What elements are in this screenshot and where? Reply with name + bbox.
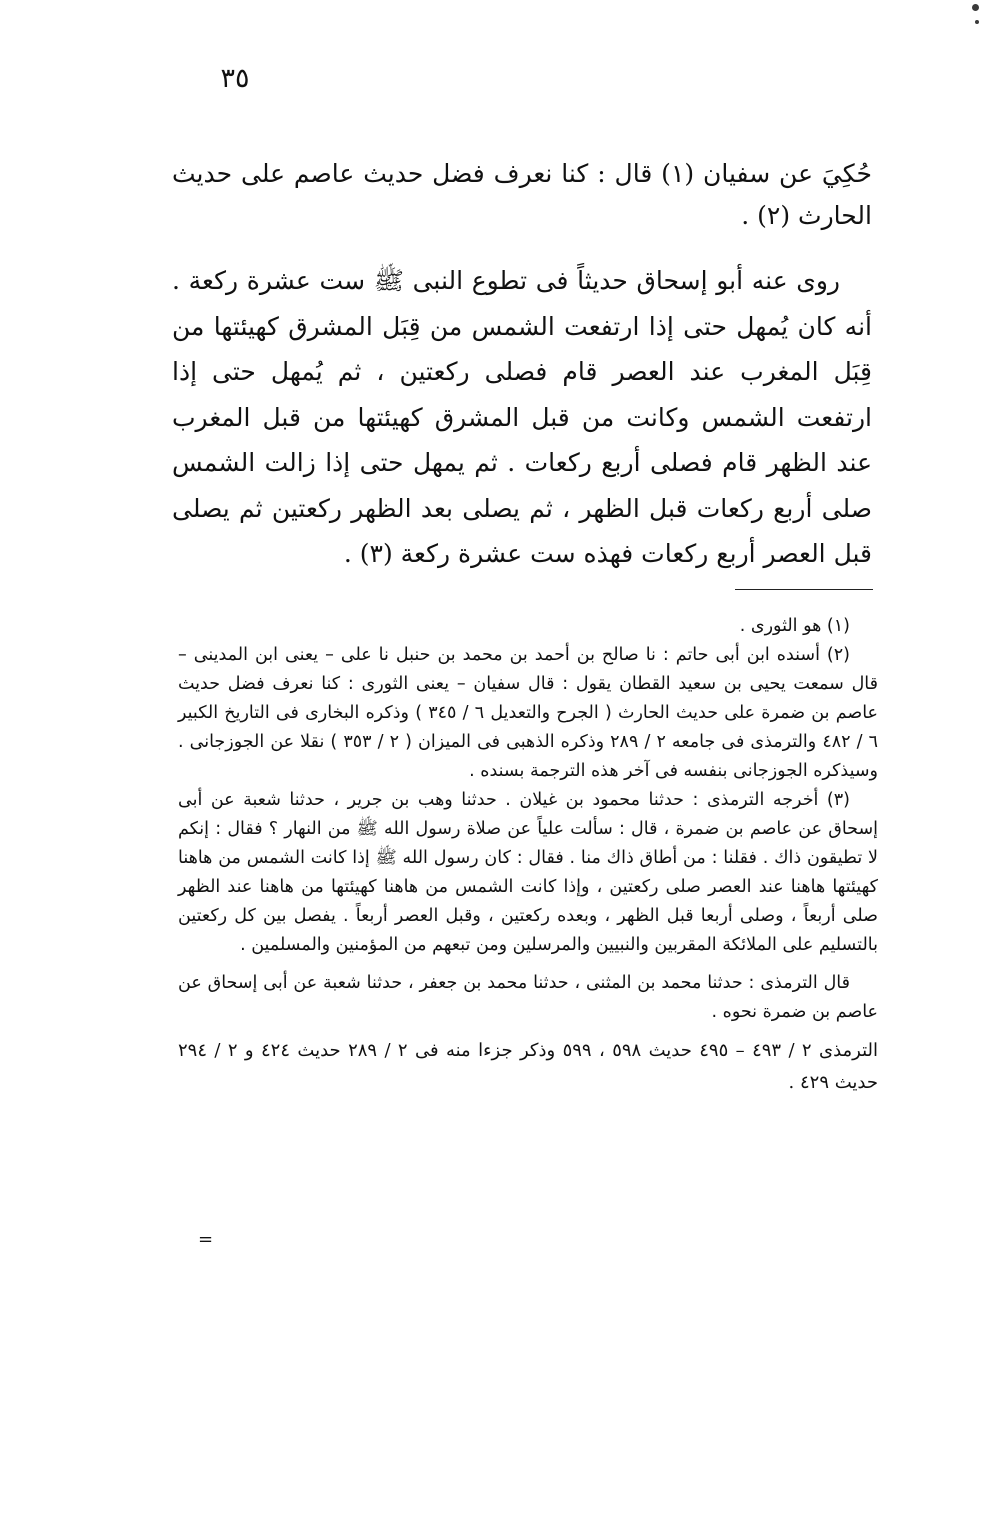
footnote-3-continuation: قال الترمذى : حدثنا محمد بن المثنى ، حدثنا محمد بن جعفر ، حدثنا شعبة عن أبى إسحاق عن عاصم بن ضمرة نحوه . (178, 973, 878, 1022)
footnote-3-reference: الترمذى ٢ / ٤٩٣ – ٤٩٥ حديث ٥٩٨ ، ٥٩٩ وذكر جزءا منه فى ٢ / ٢٨٩ حديث ٤٢٤ و ٢ / ٢٩٤ حديث ٤٢٩ . (178, 1040, 879, 1093)
continuation-mark: = (198, 1229, 214, 1250)
scan-speck (972, 4, 979, 11)
footnote-2: (٢) أسنده ابن أبى حاتم : نا صالح بن أحمد بن محمد بن حنبل نا على – يعنى ابن المدينى – قال سمعت يحيى بن سعيد القطان يقول : قال سفيان – يعنى الثورى : كنا نعرف فضل حديث عاصم بن ضمرة على حديث الحارث ( الجرح والتعديل ٦ / ٣٤٥ ) وذكره البخارى فى التاريخ الكبير ٦ / ٤٨٢ والترمذى فى جامعه ٢ / ٢٨٩ وذكره الذهبى فى الميزان ( ٢ / ٣٥٣ ) نقلا عن الجوزجانى . وسيذكره الجوزجانى بنفسه فى آخر هذه الترجمة بسنده . (178, 645, 879, 781)
page-number: ٣٥ (220, 63, 250, 94)
scan-speck (975, 20, 979, 24)
footnote-3: (٣) أخرجه الترمذى : حدثنا محمود بن غيلان . حدثنا وهب بن جرير ، حدثنا شعبة عن أبى إسحاق عن عاصم بن ضمرة ، قال : سألت علياً عن صلاة رسول الله ﷺ من النهار ؟ فقال : إنكم لا تطيقون ذاك . فقلنا : من أطاق ذاك منا . فقال : كان رسول الله ﷺ إذا كانت الشمس من هاهنا كهيئتها هاهنا عند العصر صلى ركعتين ، وإذا كانت الشمس من هاهنا كهيئتها من هاهنا عند الظهر صلى أربعاً ، وصلى أربعا قبل الظهر ، وبعده ركعتين ، وقبل العصر أربعاً . يفصل بين كل ركعتين بالتسليم على الملائكة المقربين والنبيين والمرسلين ومن تبعهم من المؤمنين والمسلمين . (178, 790, 878, 955)
main-paragraph-intro: حُكِيَ عن سفيان (١) قال : كنا نعرف فضل حديث عاصم على حديث الحارث (٢) . (172, 159, 872, 230)
footnotes-section (178, 612, 878, 1099)
footnote-1: (١) هو الثورى . (739, 616, 850, 636)
main-paragraph-hadith: روى عنه أبو إسحاق حديثاً فى تطوع النبى ﷺ ست عشرة ركعة . أنه كان يُمهل حتى إذا ارتفعت الشمس من قِبَل المشرق كهيئتها من قِبَل المغرب عند العصر قام فصلى ركعتين ، ثم يُمهل حتى إذا ارتفعت الشمس وكانت من قبل المشرق كهيئتها من قبل المغرب عند الظهر قام فصلى أربع ركعات . ثم يمهل حتى إذا زالت الشمس صلى أربع ركعات قبل الظهر ، ثم يصلى بعد الظهر ركعتين ثم يصلى قبل العصر أربع ركعات فهذه ست عشرة ركعة (٣) . (172, 266, 873, 568)
footnote-separator (735, 589, 873, 590)
